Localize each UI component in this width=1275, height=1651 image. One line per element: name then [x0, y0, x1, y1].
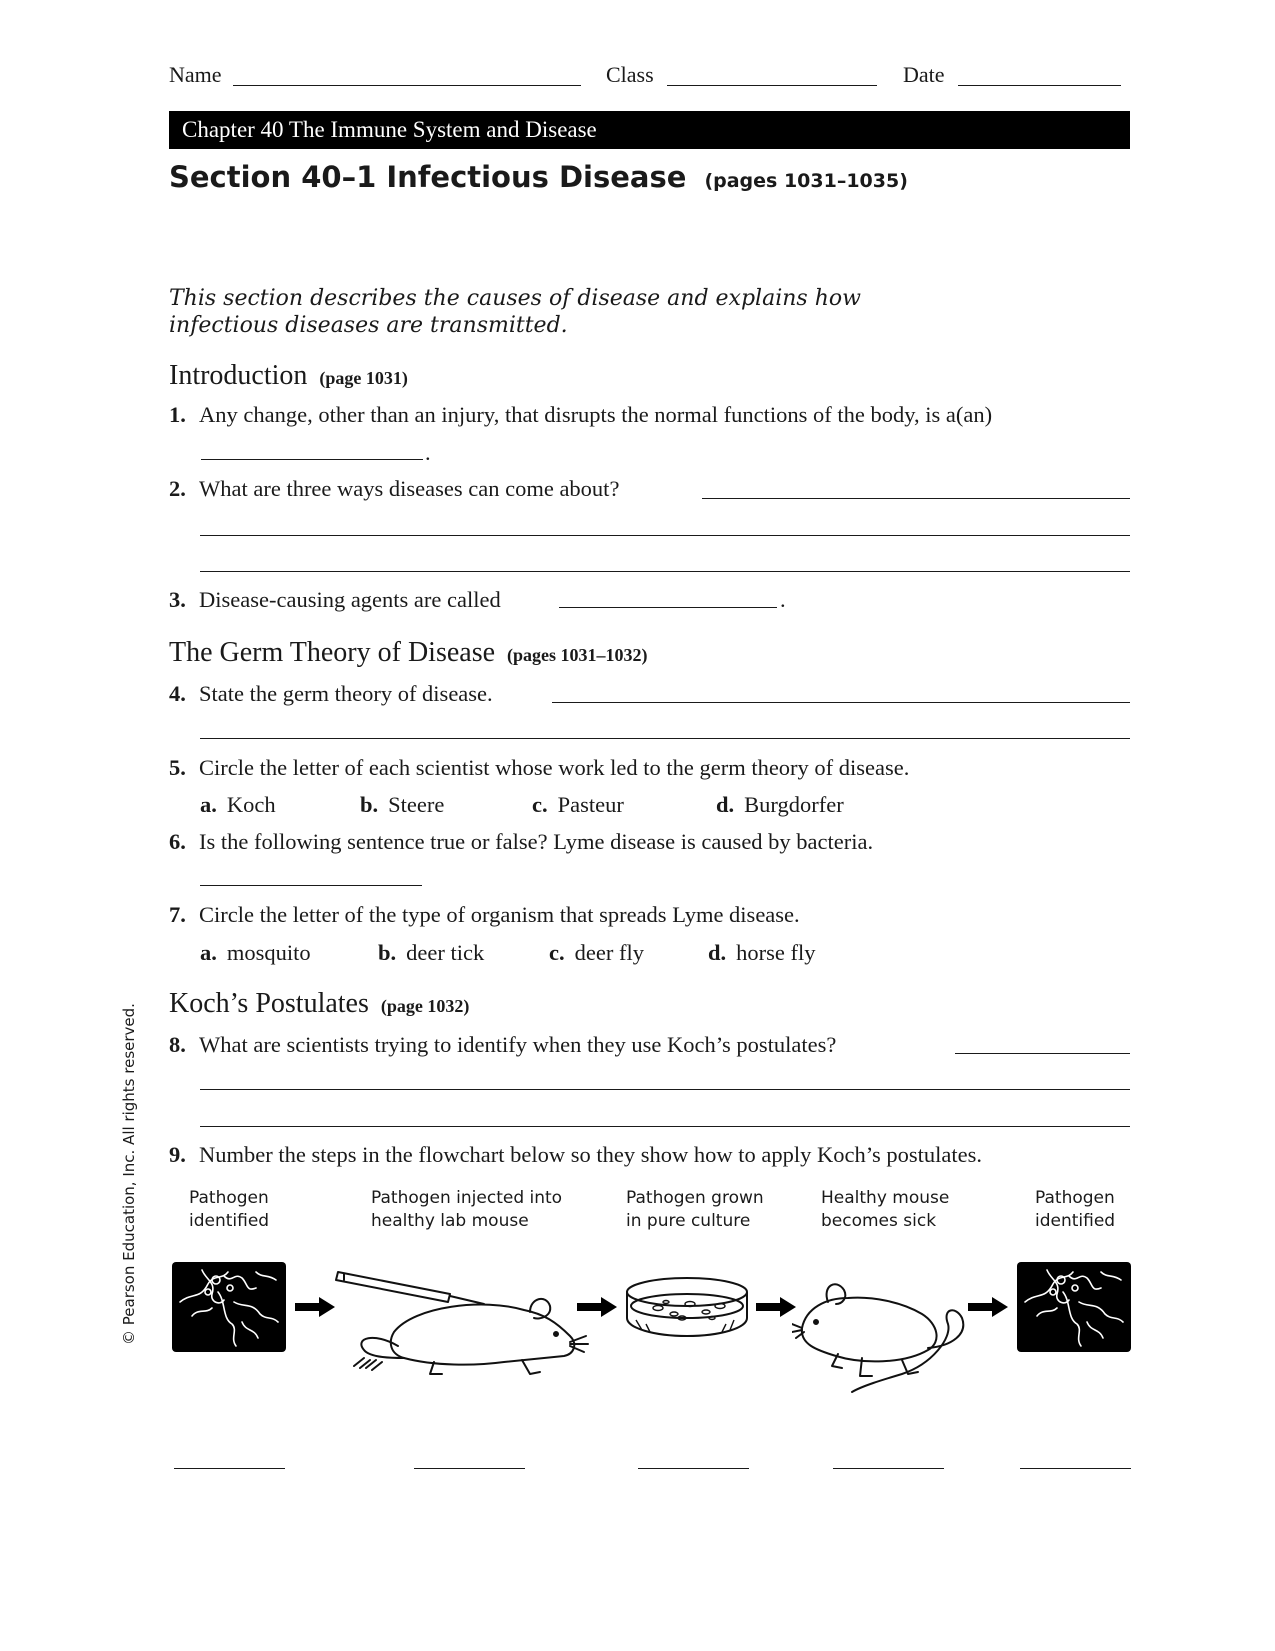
question-5-text: Circle the letter of each scientist whose work led to the germ theory of disease. [199, 755, 910, 780]
question-7-text: Circle the letter of the type of organism that spreads Lyme disease. [199, 902, 800, 927]
question-3-text: Disease-causing agents are called [199, 587, 501, 612]
section-title [169, 160, 908, 194]
question-9 [169, 1142, 982, 1168]
option-burgdorfer[interactable]: d. Burgdorfer [716, 792, 844, 817]
flow-step-3-label: Pathogen grown in pure culture [626, 1188, 764, 1231]
question-7-number: 7. [169, 902, 186, 927]
section-title-text: Section 40–1 Infectious Disease [169, 160, 687, 194]
germ-theory-heading [169, 637, 648, 669]
question-1-number: 1. [169, 402, 186, 427]
arrow-right-icon [756, 1297, 796, 1321]
question-8-answer-line-3[interactable] [200, 1126, 1130, 1127]
koch-pages: (page 1032) [380, 996, 470, 1016]
question-6-answer-line[interactable] [200, 885, 422, 886]
flow-step-4-number-line[interactable] [833, 1468, 944, 1469]
question-5-number: 5. [169, 755, 186, 780]
question-2-text: What are three ways diseases can come about? [199, 476, 620, 501]
arrow-right-icon [968, 1297, 1008, 1321]
petri-dish-icon [622, 1274, 752, 1344]
flow-step-1-label: Pathogen identified [189, 1188, 270, 1231]
flow-step-2-label: Pathogen injected into healthy lab mouse [371, 1188, 563, 1231]
question-4-answer-line-2[interactable] [200, 738, 1130, 739]
flow-step-3-number-line[interactable] [638, 1468, 749, 1469]
question-4 [169, 681, 493, 707]
option-horse-fly[interactable]: d. horse fly [708, 940, 816, 965]
koch-heading [169, 988, 469, 1020]
date-label: Date [903, 62, 945, 87]
option-pasteur[interactable]: c. Pasteur [532, 792, 624, 817]
option-steere[interactable]: b. Steere [360, 792, 445, 817]
question-6-text: Is the following sentence true or false? Lyme disease is caused by bacteria. [199, 829, 874, 854]
question-7 [169, 902, 800, 928]
flow-step-5-label: Pathogen identified [1035, 1188, 1116, 1231]
koch-heading-text: Koch’s Postulates [169, 988, 369, 1019]
chapter-banner [169, 111, 1130, 149]
option-deer-tick[interactable]: b. deer tick [378, 940, 485, 965]
section-intro: This section describes the causes of disease and explains how infectious diseases are transmitted. [169, 286, 861, 338]
class-label: Class [606, 62, 654, 87]
name-label: Name [169, 62, 222, 87]
question-8-text: What are scientists trying to identify when they use Koch’s postulates? [199, 1032, 837, 1057]
arrow-right-icon [295, 1297, 335, 1321]
question-9-text: Number the steps in the flowchart below so they show how to apply Koch’s postulates. [199, 1142, 982, 1167]
flow-step-2-number-line[interactable] [414, 1468, 525, 1469]
question-2-answer-line-3[interactable] [200, 571, 1130, 572]
question-3-number: 3. [169, 587, 186, 612]
question-1-text: Any change, other than an injury, that disrupts the normal functions of the body, is a(an) [199, 402, 993, 427]
question-3 [169, 587, 501, 613]
question-8-answer-line-1[interactable] [955, 1053, 1130, 1054]
question-2 [169, 476, 620, 502]
germ-theory-pages: (pages 1031–1032) [507, 645, 648, 665]
flow-step-5-number-line[interactable] [1020, 1468, 1131, 1469]
option-mosquito[interactable]: a. mosquito [200, 940, 311, 965]
date-field[interactable] [958, 85, 1121, 86]
question-8 [169, 1032, 837, 1058]
question-1-answer-line[interactable] [201, 459, 423, 460]
section-pages: (pages 1031–1035) [704, 170, 908, 192]
copyright-notice: © Pearson Education, Inc. All rights reserved. [120, 1003, 138, 1345]
question-4-text: State the germ theory of disease. [199, 681, 493, 706]
arrow-right-icon [577, 1297, 617, 1321]
option-deer-fly[interactable]: c. deer fly [549, 940, 644, 965]
introduction-heading-text: Introduction [169, 360, 308, 391]
name-field[interactable] [233, 85, 581, 86]
flow-step-4-label: Healthy mouse becomes sick [821, 1188, 950, 1231]
question-1 [169, 402, 993, 428]
question-4-number: 4. [169, 681, 186, 706]
question-8-number: 8. [169, 1032, 186, 1057]
question-9-number: 9. [169, 1142, 186, 1167]
option-koch[interactable]: a. Koch [200, 792, 276, 817]
sick-mouse-icon [792, 1268, 982, 1398]
class-field[interactable] [667, 85, 877, 86]
mouse-injection-icon [334, 1262, 596, 1386]
question-6 [169, 829, 874, 855]
chapter-label: Chapter 40 The Immune System and Disease [182, 117, 597, 142]
question-2-answer-line-1[interactable] [702, 498, 1130, 499]
pathogen-image-icon [172, 1262, 286, 1356]
germ-theory-heading-text: The Germ Theory of Disease [169, 637, 496, 668]
question-6-number: 6. [169, 829, 186, 854]
introduction-pages: (page 1031) [319, 368, 408, 388]
question-4-answer-line-1[interactable] [552, 702, 1130, 703]
question-5 [169, 755, 910, 781]
question-2-number: 2. [169, 476, 186, 501]
question-3-answer-line[interactable] [559, 607, 777, 608]
introduction-heading [169, 360, 408, 392]
question-2-answer-line-2[interactable] [200, 535, 1130, 536]
flow-step-1-number-line[interactable] [174, 1468, 285, 1469]
question-8-answer-line-2[interactable] [200, 1089, 1130, 1090]
pathogen-image-icon [1017, 1262, 1131, 1356]
